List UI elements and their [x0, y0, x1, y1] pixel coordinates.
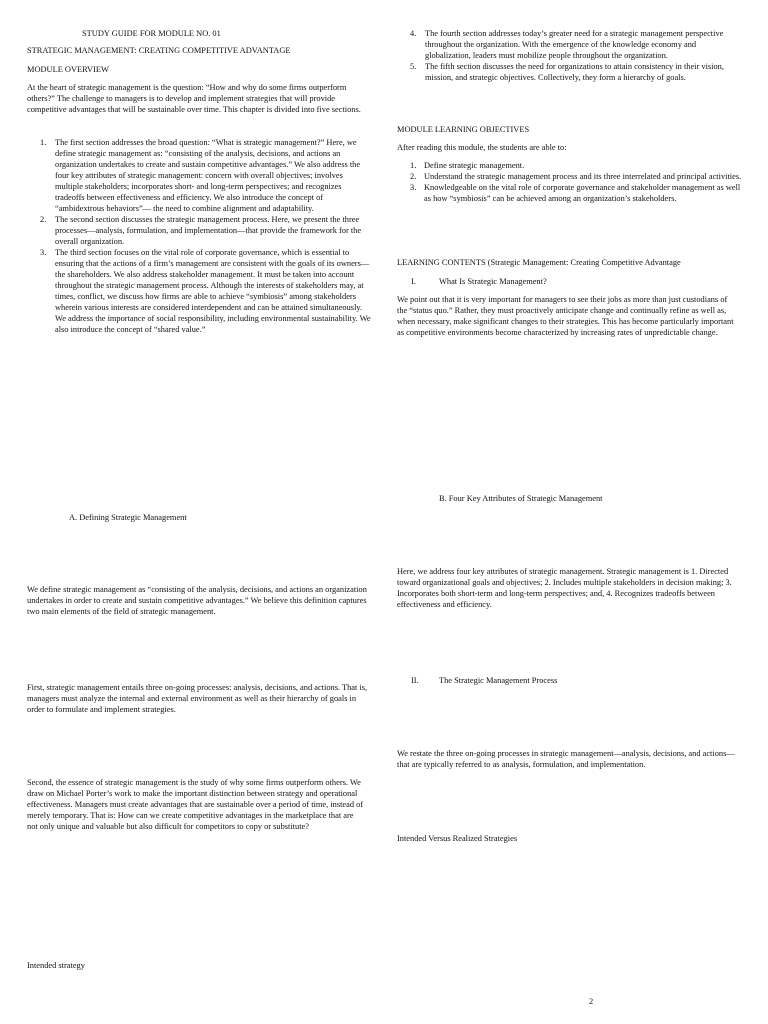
- guide-title: STUDY GUIDE FOR MODULE NO. 01: [82, 29, 221, 38]
- intended-vs-realized-heading: Intended Versus Realized Strategies: [397, 834, 518, 843]
- page-number: 2: [589, 997, 594, 1006]
- objectives-list: [397, 160, 742, 204]
- overview-paragraph: At the heart of strategic management is the question: “How and why do some firms outperform others?” The challenge to managers is to develop and implement strategies that will provide competitive advantages that will be sustainable over time. This chapter is divided into five sections.: [27, 83, 361, 114]
- list-item: 1. The first section addresses the broad question: “What is strategic management?” Here, we define strategic management as: “consisting of the analysis, decisions, and actions an organization undertakes to create and sustain competitive advantages.” We also address the four key attributes of strategic management: concern with overall objectives; involves multiple stakeholders; incorporates short- and long-term perspectives; and recognizes tradeoffs between effectiveness and efficiency. We also introduce the concept of “ambidextrous behaviors”— the need to combine alignment and adaptability.: [40, 138, 361, 213]
- define-paragraph: We define strategic management as “consisting of the analysis, decisions, and actions an organization undertakes in order to create and sustain competitive advantages.” We believe this definition captures two main elements of the field of strategic management.: [27, 585, 367, 616]
- second-paragraph: Second, the essence of strategic management is the study of why some firms outperform others. We draw on Michael Porter’s work to make the important distinction between strategy and operational effectiveness. Managers must create advantages that are sustainable over a period of time, instead of merely temporary. That is: How can we create competitive advantages in the marketplace that are not only unique and valuable but also difficult for competitors to copy or substitute?: [27, 778, 364, 831]
- list-item: 4. The fourth section addresses today’s greater need for a strategic management perspective throughout the organization. With the emergence of the knowledge economy and globalization, leaders must mobilize people throughout the organization.: [410, 29, 724, 60]
- intended-strategy-label: Intended strategy: [27, 961, 85, 970]
- section-list-continued: [397, 28, 742, 83]
- four-key-heading: B. Four Key Attributes of Strategic Management: [439, 494, 603, 503]
- objectives-intro: After reading this module, the students are able to:: [397, 143, 567, 152]
- restate-paragraph: We restate the three on-going processes in strategic management—analysis, decisions, and actions—that are typically referred to as analysis, formulation, and implementation.: [397, 749, 735, 769]
- list-item: 5. The fifth section discusses the need for organizations to attain consistency in their vision, mission, and strategic objectives. Collectively, they form a hierarchy of goals.: [410, 62, 724, 82]
- attributes-paragraph: Here, we address four key attributes of strategic management. Strategic management is 1. Directed toward organizational goals and objectives; 2. Includes multiple stakeholders in decision making; 3. Incorporates both short-term and long-term perspectives; and, 4. Recognizes tradeoffs between effectiveness and efficiency.: [397, 567, 732, 609]
- subject-title: STRATEGIC MANAGEMENT: CREATING COMPETITIVE ADVANTAGE: [27, 46, 291, 55]
- objectives-heading: MODULE LEARNING OBJECTIVES: [397, 125, 530, 134]
- section-list: [27, 137, 372, 335]
- overview-heading: MODULE OVERVIEW: [27, 65, 109, 74]
- contents-heading: LEARNING CONTENTS (Strategic Management: Creating Competitive Advantage: [397, 258, 681, 267]
- list-item: 3. The third section focuses on the vital role of corporate governance, which is essential to ensuring that the actions of a firm’s management are consistent with the goals of its owners—the shareholders. We also address stakeholder management. It must be taken into account throughout the strategic management process. Although the interests of stakeholders may, at times, conflict, we discuss how firms are able to achieve “symbiosis” among stakeholders wherein various interests are considered interdependent and can be attained simultaneously. We address the importance of social responsibility, including environmental sustainability. We also introduce the concept of “shared value.”: [40, 248, 371, 334]
- list-item: 2. The second section discusses the strategic management process. Here, we present the three processes—analysis, formulation, and implementation—that provide the framework for the overall organization.: [40, 215, 362, 246]
- list-item: 3. Knowledgeable on the vital role of corporate governance and stakeholder management as well as how “symbiosis” can be achieved among an organization’s stakeholders.: [410, 183, 741, 203]
- list-item: 2. Understand the strategic management process and its three interrelated and principal activities.: [410, 172, 742, 181]
- defining-heading: A. Defining Strategic Management: [69, 513, 187, 522]
- status-quo-paragraph: We point out that it is very important for managers to see their jobs as more than just custodians of the “status quo.” Rather, they must proactively anticipate change and continually refine as well as, when necessary, make significant changes to their strategies. This has become particularly important as competitive environments become characterized by increasing rates of unpredictable change.: [397, 295, 734, 337]
- subsection-heading-process: II. The Strategic Management Process: [411, 676, 558, 685]
- list-item: 1. Define strategic management.: [410, 161, 525, 170]
- first-paragraph: First, strategic management entails three on-going processes: analysis, decisions, and actions. That is, managers must analyze the internal and external environment as well as their hierarchy of goals in order to formulate and implement strategies.: [27, 683, 368, 714]
- subsection-heading-what-is: I. What Is Strategic Management?: [411, 277, 547, 286]
